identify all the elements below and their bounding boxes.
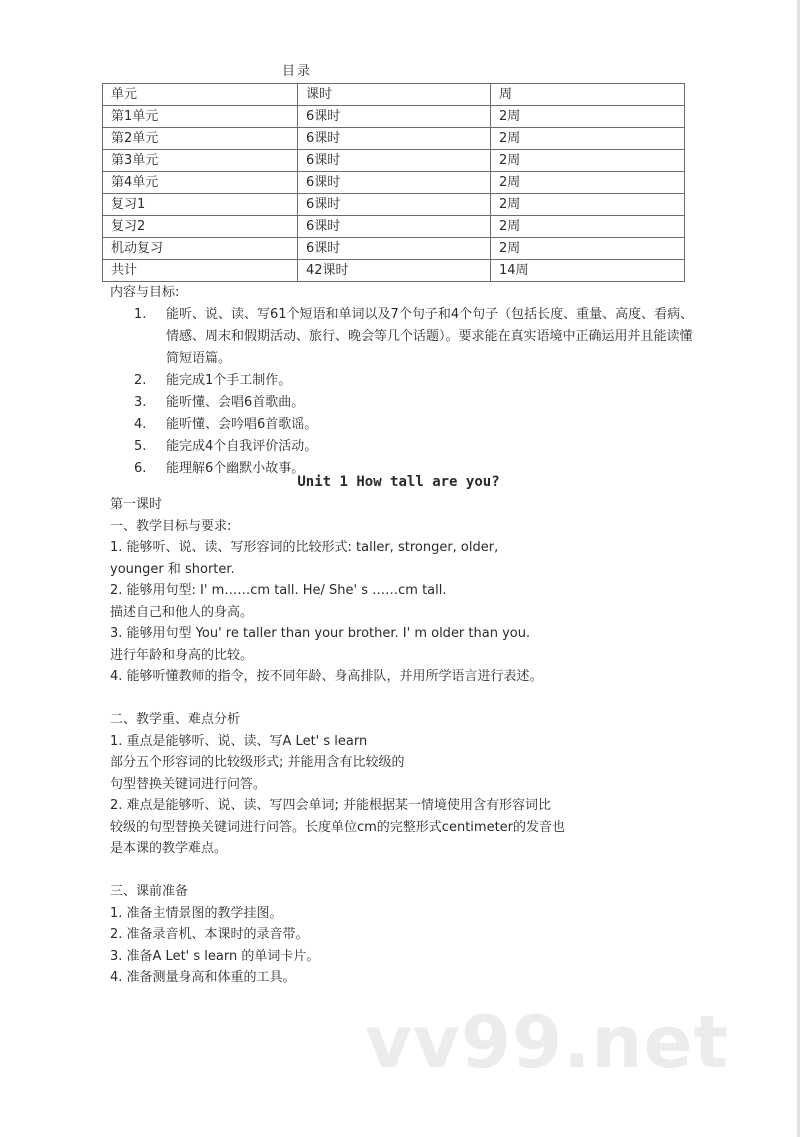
section2-heading: 二、教学重、难点分析 [110, 712, 241, 727]
list-number: 6. [134, 461, 147, 476]
table-row-total [103, 260, 685, 282]
list-item [134, 436, 694, 458]
toc-cell: 复习1 [103, 194, 298, 216]
table-row [103, 150, 685, 172]
toc-table [102, 83, 685, 282]
toc-header-unit: 单元 [103, 84, 298, 106]
toc-cell: 第1单元 [103, 106, 298, 128]
section1-line: 1. 能够听、说、读、写形容词的比较形式: taller, stronger, older, [110, 540, 499, 555]
section3-line: 2. 准备录音机、本课时的录音带。 [110, 927, 309, 942]
section3-line: 3. 准备A Let' s learn 的单词卡片。 [110, 948, 320, 964]
list-number: 4. [134, 417, 147, 432]
toc-cell: 6课时 [298, 106, 491, 128]
list-item [134, 304, 694, 370]
toc-cell: 2周 [491, 172, 685, 194]
section1-line: younger 和 shorter. [110, 561, 235, 577]
table-row [103, 194, 685, 216]
list-item [134, 370, 694, 392]
table-row [103, 238, 685, 260]
list-number: 3. [134, 395, 147, 410]
list-text: 能完成1个手工制作。 [166, 373, 292, 388]
table-row [103, 128, 685, 150]
toc-cell: 6课时 [298, 216, 491, 238]
section2-line: 2. 难点是能够听、说、读、写四会单词; 并能根据某一情境使用含有形容词比 [110, 798, 552, 813]
toc-cell: 2周 [491, 150, 685, 172]
toc-cell: 2周 [491, 106, 685, 128]
toc-title: 目录 [282, 64, 313, 79]
section1-line: 进行年龄和身高的比较。 [110, 647, 254, 663]
lesson-label: 第一课时 [110, 497, 163, 512]
table-row [103, 172, 685, 194]
toc-cell: 6课时 [298, 128, 491, 150]
section1-line: 2. 能够用句型: I' m……cm tall. He/ She' s ……cm tall. [110, 583, 447, 598]
toc-cell: 第2单元 [103, 128, 298, 150]
toc-header-periods: 课时 [298, 84, 491, 106]
list-number: 2. [134, 373, 147, 388]
list-text: 能完成4个自我评价活动。 [166, 439, 318, 454]
list-number: 1. [134, 307, 147, 322]
list-text: 能理解6个幽默小故事。 [166, 461, 305, 476]
section2-line: 句型替换关键词进行问答。 [110, 776, 267, 792]
section3-line: 1. 准备主情景图的教学挂图。 [110, 905, 283, 921]
section2-line: 较级的句型替换关键词进行问答。长度单位cm的完整形式centimeter的发音也 [110, 819, 566, 835]
toc-cell: 2周 [491, 238, 685, 260]
toc-cell: 6课时 [298, 238, 491, 260]
spacer [110, 860, 690, 882]
list-item [134, 392, 694, 414]
section1-line: 4. 能够听懂教师的指令，按不同年龄、身高排队，并用所学语言进行表述。 [110, 669, 543, 684]
list-number: 5. [134, 439, 147, 454]
section3-line: 4. 准备测量身高和体重的工具。 [110, 970, 296, 985]
list-item [134, 414, 694, 436]
lesson-body [110, 494, 690, 989]
toc-cell: 2周 [491, 194, 685, 216]
table-row [103, 216, 685, 238]
section1-heading: 一、教学目标与要求: [110, 518, 232, 534]
table-row [103, 106, 685, 128]
toc-cell: 第4单元 [103, 172, 298, 194]
toc-cell: 6课时 [298, 172, 491, 194]
toc-header-weeks: 周 [491, 84, 685, 106]
toc-cell: 42课时 [298, 260, 491, 282]
section2-line: 部分五个形容词的比较级形式; 并能用含有比较级的 [110, 755, 405, 770]
section2-line: 1. 重点是能够听、说、读、写A Let' s learn [110, 733, 368, 749]
goals-list [134, 304, 694, 480]
toc-cell: 14周 [491, 260, 685, 282]
spacer [110, 688, 690, 710]
toc-cell: 复习2 [103, 216, 298, 238]
goals-heading: 内容与目标: [110, 285, 180, 300]
toc-cell: 6课时 [298, 194, 491, 216]
toc-header-row [103, 84, 685, 106]
unit-title: Unit 1 How tall are you? [297, 474, 500, 490]
toc-cell: 共计 [103, 260, 298, 282]
list-text: 能听、说、读、写61个短语和单词以及7个句子和4个句子（包括长度、重量、高度、看病、情感、周末和假期活动、旅行、晚会等几个话题）。要求能在真实语境中正确运用并且能读懂简短语篇。 [166, 307, 694, 366]
toc-cell: 2周 [491, 128, 685, 150]
toc-cell: 2周 [491, 216, 685, 238]
section1-line: 描述自己和他人的身高。 [110, 604, 254, 620]
toc-cell: 机动复习 [103, 238, 298, 260]
watermark: vv99.net [365, 1000, 729, 1084]
list-text: 能听懂、会吟唱6首歌谣。 [166, 417, 318, 432]
toc-cell: 6课时 [298, 150, 491, 172]
section1-line: 3. 能够用句型 You' re taller than your brother. I' m older than you. [110, 626, 531, 641]
section3-heading: 三、课前准备 [110, 884, 189, 899]
toc-cell: 第3单元 [103, 150, 298, 172]
section2-line: 是本课的教学难点。 [110, 841, 228, 856]
list-text: 能听懂、会唱6首歌曲。 [166, 395, 305, 410]
